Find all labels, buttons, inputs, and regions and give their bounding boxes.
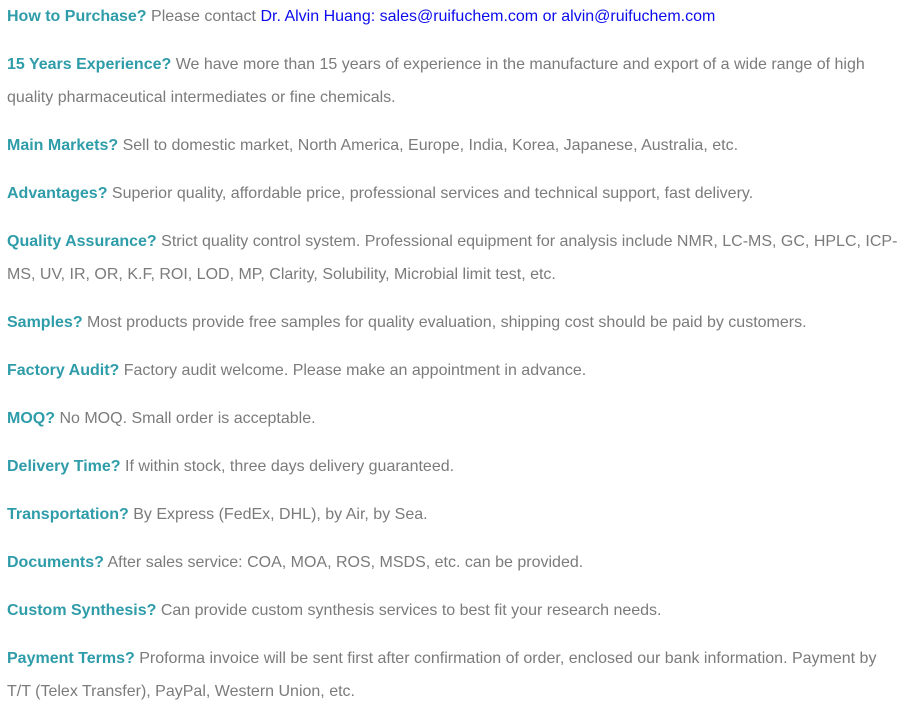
faq-answer: Most products provide free samples for quality evaluation, shipping cost should be paid by customers.	[87, 314, 807, 331]
faq-answer: No MOQ. Small order is acceptable.	[59, 410, 316, 427]
faq-question: 15 Years Experience?	[7, 56, 172, 73]
faq-question: Samples?	[7, 314, 83, 331]
faq-question: Documents?	[7, 554, 104, 571]
faq-answer: Factory audit welcome. Please make an appointment in advance.	[123, 362, 587, 379]
faq-item-quality-assurance	[7, 225, 900, 291]
faq-question: Delivery Time?	[7, 458, 121, 475]
faq-answer: Proforma invoice will be sent first after confirmation of order, enclosed our bank information. Payment by T/T (Telex Transfer), PayPal, Western Union, etc.	[7, 650, 877, 700]
faq-question: Payment Terms?	[7, 650, 135, 667]
faq-answer: Can provide custom synthesis services to best fit your research needs.	[160, 602, 662, 619]
faq-question: Factory Audit?	[7, 362, 120, 379]
faq-answer: After sales service: COA, MOA, ROS, MSDS, etc. can be provided.	[107, 554, 584, 571]
contact-email-link[interactable]: Dr. Alvin Huang: sales@ruifuchem.com or alvin@ruifuchem.com	[260, 8, 716, 25]
faq-item-samples	[7, 306, 900, 339]
faq-answer: Strict quality control system. Professional equipment for analysis include NMR, LC-MS, GC, HPLC, ICP-MS, UV, IR, OR, K.F, ROI, LOD, MP, Clarity, Solubility, Microbial limit test, etc.	[7, 233, 898, 283]
faq-item-factory-audit	[7, 354, 900, 387]
faq-item-how-to-purchase	[7, 0, 900, 33]
faq-answer: Superior quality, affordable price, professional services and technical support, fast delivery.	[111, 185, 754, 202]
faq-answer: By Express (FedEx, DHL), by Air, by Sea.	[133, 506, 428, 523]
faq-answer: Sell to domestic market, North America, Europe, India, Korea, Japanese, Australia, etc.	[122, 137, 739, 154]
faq-item-delivery-time	[7, 450, 900, 483]
faq-question: How to Purchase?	[7, 8, 147, 25]
faq-question: Transportation?	[7, 506, 129, 523]
faq-question: Main Markets?	[7, 137, 119, 154]
faq-answer: We have more than 15 years of experience in the manufacture and export of a wide range of high quality pharmaceutical intermediates or fine chemicals.	[7, 56, 865, 106]
faq-item-moq	[7, 402, 900, 435]
faq-answer: Please contact	[151, 8, 256, 25]
faq-item-custom-synthesis	[7, 594, 900, 627]
faq-item-documents	[7, 546, 900, 579]
faq-item-advantages	[7, 177, 900, 210]
faq-item-payment-terms	[7, 642, 900, 708]
faq-question: MOQ?	[7, 410, 55, 427]
faq-item-main-markets	[7, 129, 900, 162]
faq-question: Custom Synthesis?	[7, 602, 157, 619]
faq-item-experience	[7, 48, 900, 114]
faq-item-transportation	[7, 498, 900, 531]
faq-answer: If within stock, three days delivery guaranteed.	[125, 458, 455, 475]
faq-question: Quality Assurance?	[7, 233, 157, 250]
faq-question: Advantages?	[7, 185, 108, 202]
